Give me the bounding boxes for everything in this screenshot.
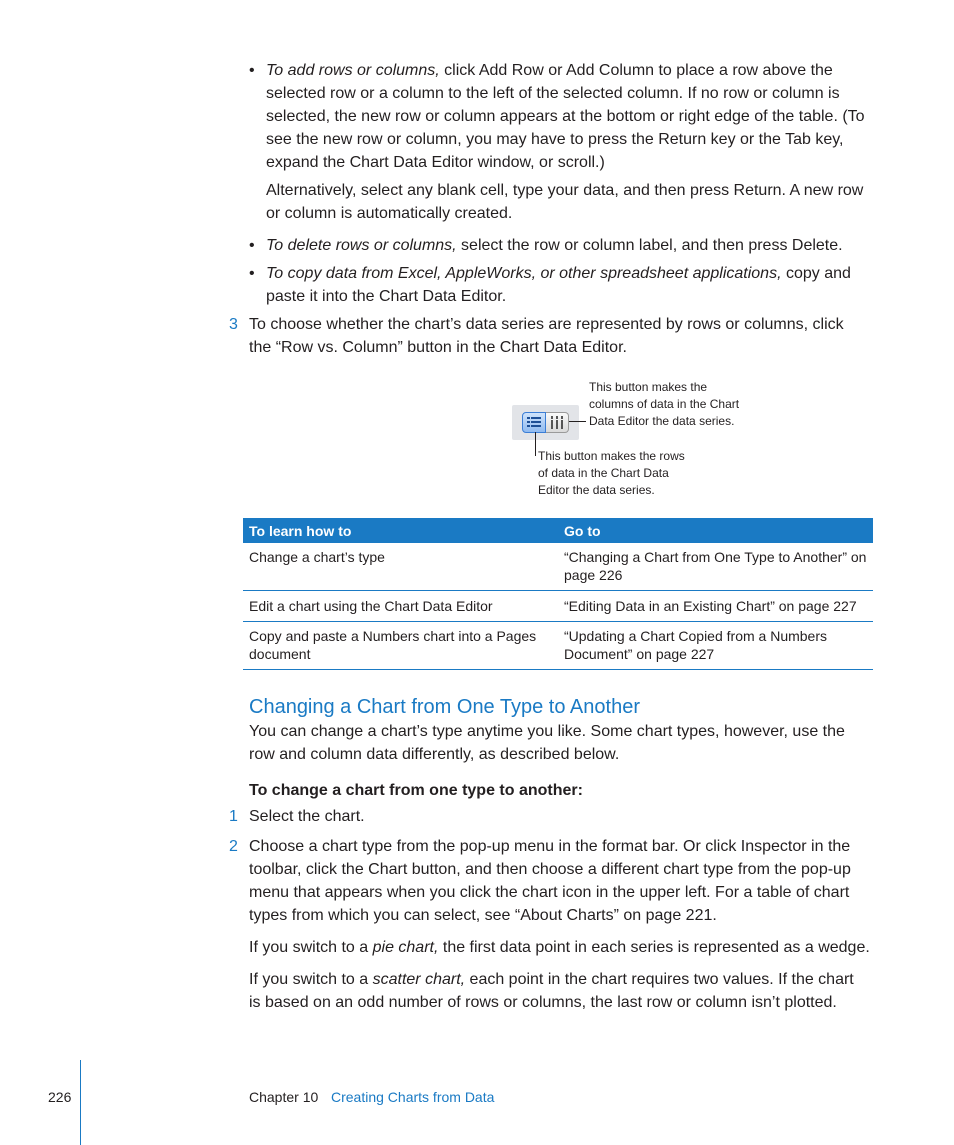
table-header-cell: Go to bbox=[558, 518, 873, 543]
table-cell: “Editing Data in an Existing Chart” on page 227 bbox=[558, 591, 873, 622]
columns-grid-icon bbox=[550, 416, 564, 429]
rows-list-icon bbox=[527, 416, 542, 429]
callout-rows: This button makes the rows of data in the Chart Data Editor the data series. bbox=[538, 449, 685, 497]
scatter-chart-note bbox=[249, 968, 869, 1014]
callout-columns: This button makes the columns of data in the Chart Data Editor the data series. bbox=[589, 380, 740, 428]
bullet-text: copy and paste it into the Chart Data Editor. bbox=[266, 265, 851, 305]
step-number: 3 bbox=[229, 316, 238, 333]
bullet-delete-rows bbox=[266, 234, 876, 257]
bullet-text: click Add Row or Add Column to place a row above the selected row or a column to the left of the selected column. If no row or column is selected, the new row or column appears at the bottom or right edge of the table. (To see the new row or column, you may have to press the Return key or the Tab key, expand the Chart Data Editor window, or scroll.) bbox=[266, 62, 865, 171]
step-3-text: To choose whether the chart’s data series are represented by rows or columns, click the “Row vs. Column” button in the Chart Data Editor. bbox=[249, 316, 844, 356]
bullet-marker: • bbox=[249, 237, 255, 254]
bullet-lead: To add rows or columns, bbox=[266, 62, 440, 79]
table-cell: Edit a chart using the Chart Data Editor bbox=[243, 591, 558, 622]
bullet-text: select the row or column label, and then press Delete. bbox=[456, 237, 843, 254]
bullet-lead: To delete rows or columns, bbox=[266, 237, 457, 254]
table-row bbox=[243, 591, 873, 622]
note-text: the first data point in each series is represented as a wedge. bbox=[438, 939, 870, 956]
bullet-copy-data bbox=[266, 262, 876, 308]
callout-leader-rows bbox=[535, 432, 536, 456]
page-number: 226 bbox=[48, 1089, 72, 1105]
table-cell: Copy and paste a Numbers chart into a Pages document bbox=[243, 622, 558, 670]
row-column-button-group bbox=[512, 405, 579, 440]
rows-button[interactable] bbox=[522, 412, 546, 433]
task-heading: To change a chart from one type to another: bbox=[249, 782, 583, 799]
table-cell: Change a chart’s type bbox=[243, 543, 558, 591]
columns-button[interactable] bbox=[546, 412, 569, 433]
table-header-row bbox=[243, 518, 873, 543]
table-header-cell: To learn how to bbox=[243, 518, 558, 543]
bullet-followup: Alternatively, select any blank cell, type your data, and then press Return. A new row or column is automatically created. bbox=[266, 182, 864, 222]
callout-leader-columns bbox=[569, 421, 586, 422]
table-row bbox=[243, 622, 873, 670]
bullet-lead: To copy data from Excel, AppleWorks, or other spreadsheet applications, bbox=[266, 265, 782, 282]
chapter-label: Chapter 10 bbox=[249, 1089, 319, 1105]
table-cell: “Updating a Chart Copied from a Numbers Document” on page 227 bbox=[558, 622, 873, 670]
bullet-marker: • bbox=[249, 265, 255, 282]
table-cell: “Changing a Chart from One Type to Another” on page 226 bbox=[558, 543, 873, 591]
bullet-marker: • bbox=[249, 62, 255, 79]
section-intro: You can change a chart’s type anytime you like. Some chart types, however, use the row and column data differently, as described below. bbox=[249, 723, 845, 763]
note-text: If you switch to a bbox=[249, 939, 373, 956]
note-text: each point in the chart requires two values. If the chart is based on an odd number of rows or columns, the last row or column isn’t plotted. bbox=[249, 971, 854, 1011]
note-term: pie chart, bbox=[372, 939, 439, 956]
step-number: 1 bbox=[229, 808, 238, 825]
step-1-text: Select the chart. bbox=[249, 808, 365, 825]
chapter-title-link[interactable]: Creating Charts from Data bbox=[331, 1089, 495, 1105]
note-text: If you switch to a bbox=[249, 971, 373, 988]
pie-chart-note bbox=[249, 936, 874, 959]
section-heading: Changing a Chart from One Type to Another bbox=[249, 696, 640, 718]
bullet-add-rows bbox=[266, 59, 876, 174]
note-term: scatter chart, bbox=[372, 971, 466, 988]
table-row bbox=[243, 543, 873, 591]
reference-table bbox=[243, 518, 873, 670]
step-number: 2 bbox=[229, 838, 238, 855]
step-2-text: Choose a chart type from the pop-up menu in the format bar. Or click Inspector in the toolbar, click the Chart button, and then choose a different chart type from the pop-up menu that appears when you click the chart icon in the upper left. For a table of chart types from which you can select, see “About Charts” on page 221. bbox=[249, 838, 851, 924]
footer-rule bbox=[80, 1060, 81, 1145]
